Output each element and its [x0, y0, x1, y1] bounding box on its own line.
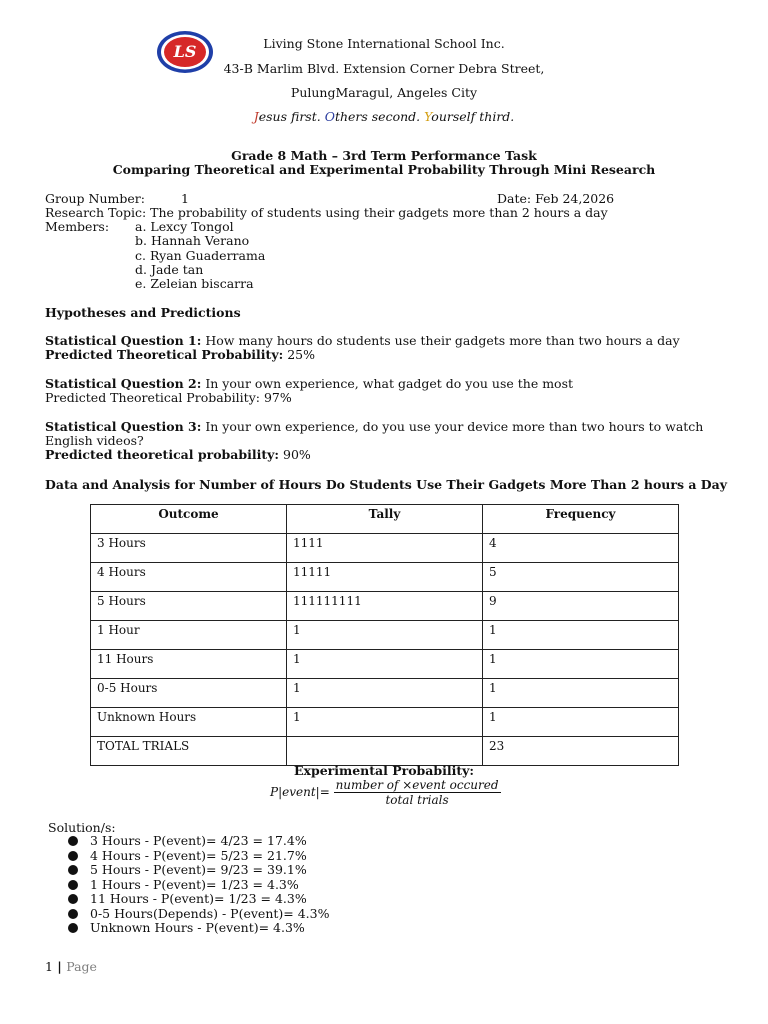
bullet-icon	[68, 880, 78, 890]
outcome-cell: Unknown Hours	[91, 708, 287, 737]
school-name: Living Stone International School Inc.	[263, 36, 505, 51]
outcome-cell: 3 Hours	[91, 534, 287, 563]
table-row	[91, 650, 679, 679]
hypotheses-heading: Hypotheses and Predictions	[45, 305, 241, 320]
table-row	[91, 621, 679, 650]
table-row	[91, 563, 679, 592]
formula-numerator: number of ×event occured	[335, 778, 499, 792]
school-address-1: 43-B Marlim Blvd. Extension Corner Debra Street,	[223, 61, 545, 76]
frequency-cell: 1	[483, 679, 679, 708]
page-number: 1	[45, 959, 53, 974]
list-item: 1 Hours - P(event)= 1/23 = 4.3%	[68, 878, 329, 893]
member-a: a. Lexcy Tongol	[135, 219, 234, 234]
bullet-icon	[68, 865, 78, 875]
bullet-icon	[68, 909, 78, 919]
tally-cell: 1111	[287, 534, 483, 563]
tally-cell: 1	[287, 650, 483, 679]
tally-cell: 1	[287, 679, 483, 708]
frequency-cell: 23	[483, 737, 679, 766]
outcome-cell: TOTAL TRIALS	[91, 737, 287, 766]
frequency-table	[90, 504, 679, 766]
table-row	[91, 708, 679, 737]
tally-cell: 1	[287, 708, 483, 737]
tally-cell: 1	[287, 621, 483, 650]
outcome-cell: 0-5 Hours	[91, 679, 287, 708]
formula-fraction	[334, 778, 501, 807]
title-line-1: Grade 8 Math – 3rd Term Performance Task	[231, 148, 537, 163]
outcome-cell: 4 Hours	[91, 563, 287, 592]
list-item: 5 Hours - P(event)= 9/23 = 39.1%	[68, 863, 329, 878]
frequency-cell: 1	[483, 621, 679, 650]
statistical-question-3: Statistical Question 3: In your own experience, do you use your device more than two hours to watch	[45, 419, 704, 434]
statistical-question-3-cont: English videos?	[45, 433, 144, 448]
member-b: b. Hannah Verano	[135, 233, 250, 248]
page-footer: 1 | Page	[45, 959, 97, 974]
frequency-cell: 1	[483, 708, 679, 737]
frequency-cell: 4	[483, 534, 679, 563]
frequency-cell: 5	[483, 563, 679, 592]
school-address-2: PulungMaragul, Angeles City	[290, 85, 478, 100]
tally-cell	[287, 737, 483, 766]
list-item: 3 Hours - P(event)= 4/23 = 17.4%	[68, 834, 329, 849]
experimental-heading: Experimental Probability:	[293, 763, 475, 778]
group-number-label: Group Number:	[45, 191, 145, 206]
page-word: Page	[66, 959, 97, 974]
column-header-outcome: Outcome	[91, 505, 287, 534]
prediction-3: Predicted theoretical probability: 90%	[45, 447, 311, 462]
logo-text: LS	[173, 42, 197, 61]
group-number-value: 1	[181, 191, 189, 206]
list-item: 4 Hours - P(event)= 5/23 = 21.7%	[68, 849, 329, 864]
member-d: d. Jade tan	[135, 262, 204, 277]
list-item: Unknown Hours - P(event)= 4.3%	[68, 921, 329, 936]
bullet-icon	[68, 836, 78, 846]
frequency-cell: 9	[483, 592, 679, 621]
solutions-label: Solution/s:	[48, 820, 116, 835]
bullet-icon	[68, 851, 78, 861]
table-header-row	[91, 505, 679, 534]
analysis-heading: Data and Analysis for Number of Hours Do Students Use Their Gadgets More Than 2 hours a Day	[45, 477, 728, 492]
bullet-icon	[68, 923, 78, 933]
formula-lhs: P|event|=	[270, 785, 330, 799]
probability-formula	[270, 778, 501, 807]
tally-cell: 11111	[287, 563, 483, 592]
table-row	[91, 534, 679, 563]
table-row-total	[91, 737, 679, 766]
date: Date: Feb 24,2026	[497, 191, 615, 206]
outcome-cell: 11 Hours	[91, 650, 287, 679]
bullet-icon	[68, 894, 78, 904]
school-motto: Jesus first. Others second. Yourself third.	[253, 109, 515, 124]
frequency-cell: 1	[483, 650, 679, 679]
tally-cell: 111111111	[287, 592, 483, 621]
table-row	[91, 679, 679, 708]
title-line-2: Comparing Theoretical and Experimental Probability Through Mini Research	[112, 162, 656, 177]
research-topic: Research Topic: The probability of students using their gadgets more than 2 hours a day	[45, 205, 608, 220]
solutions-list	[68, 834, 329, 936]
formula-denominator: total trials	[385, 793, 449, 807]
member-e: e. Zeleian biscarra	[135, 276, 254, 291]
prediction-2: Predicted Theoretical Probability: 97%	[45, 390, 292, 405]
column-header-frequency: Frequency	[483, 505, 679, 534]
list-item: 11 Hours - P(event)= 1/23 = 4.3%	[68, 892, 329, 907]
statistical-question-1: Statistical Question 1: How many hours do students use their gadgets more than two hours a day	[45, 333, 680, 348]
member-c: c. Ryan Guaderrama	[135, 248, 266, 263]
members-label: Members:	[45, 219, 110, 234]
prediction-1: Predicted Theoretical Probability: 25%	[45, 347, 315, 362]
column-header-tally: Tally	[287, 505, 483, 534]
outcome-cell: 1 Hour	[91, 621, 287, 650]
list-item: 0-5 Hours(Depends) - P(event)= 4.3%	[68, 907, 329, 922]
statistical-question-2: Statistical Question 2: In your own experience, what gadget do you use the most	[45, 376, 574, 391]
table-row	[91, 592, 679, 621]
outcome-cell: 5 Hours	[91, 592, 287, 621]
